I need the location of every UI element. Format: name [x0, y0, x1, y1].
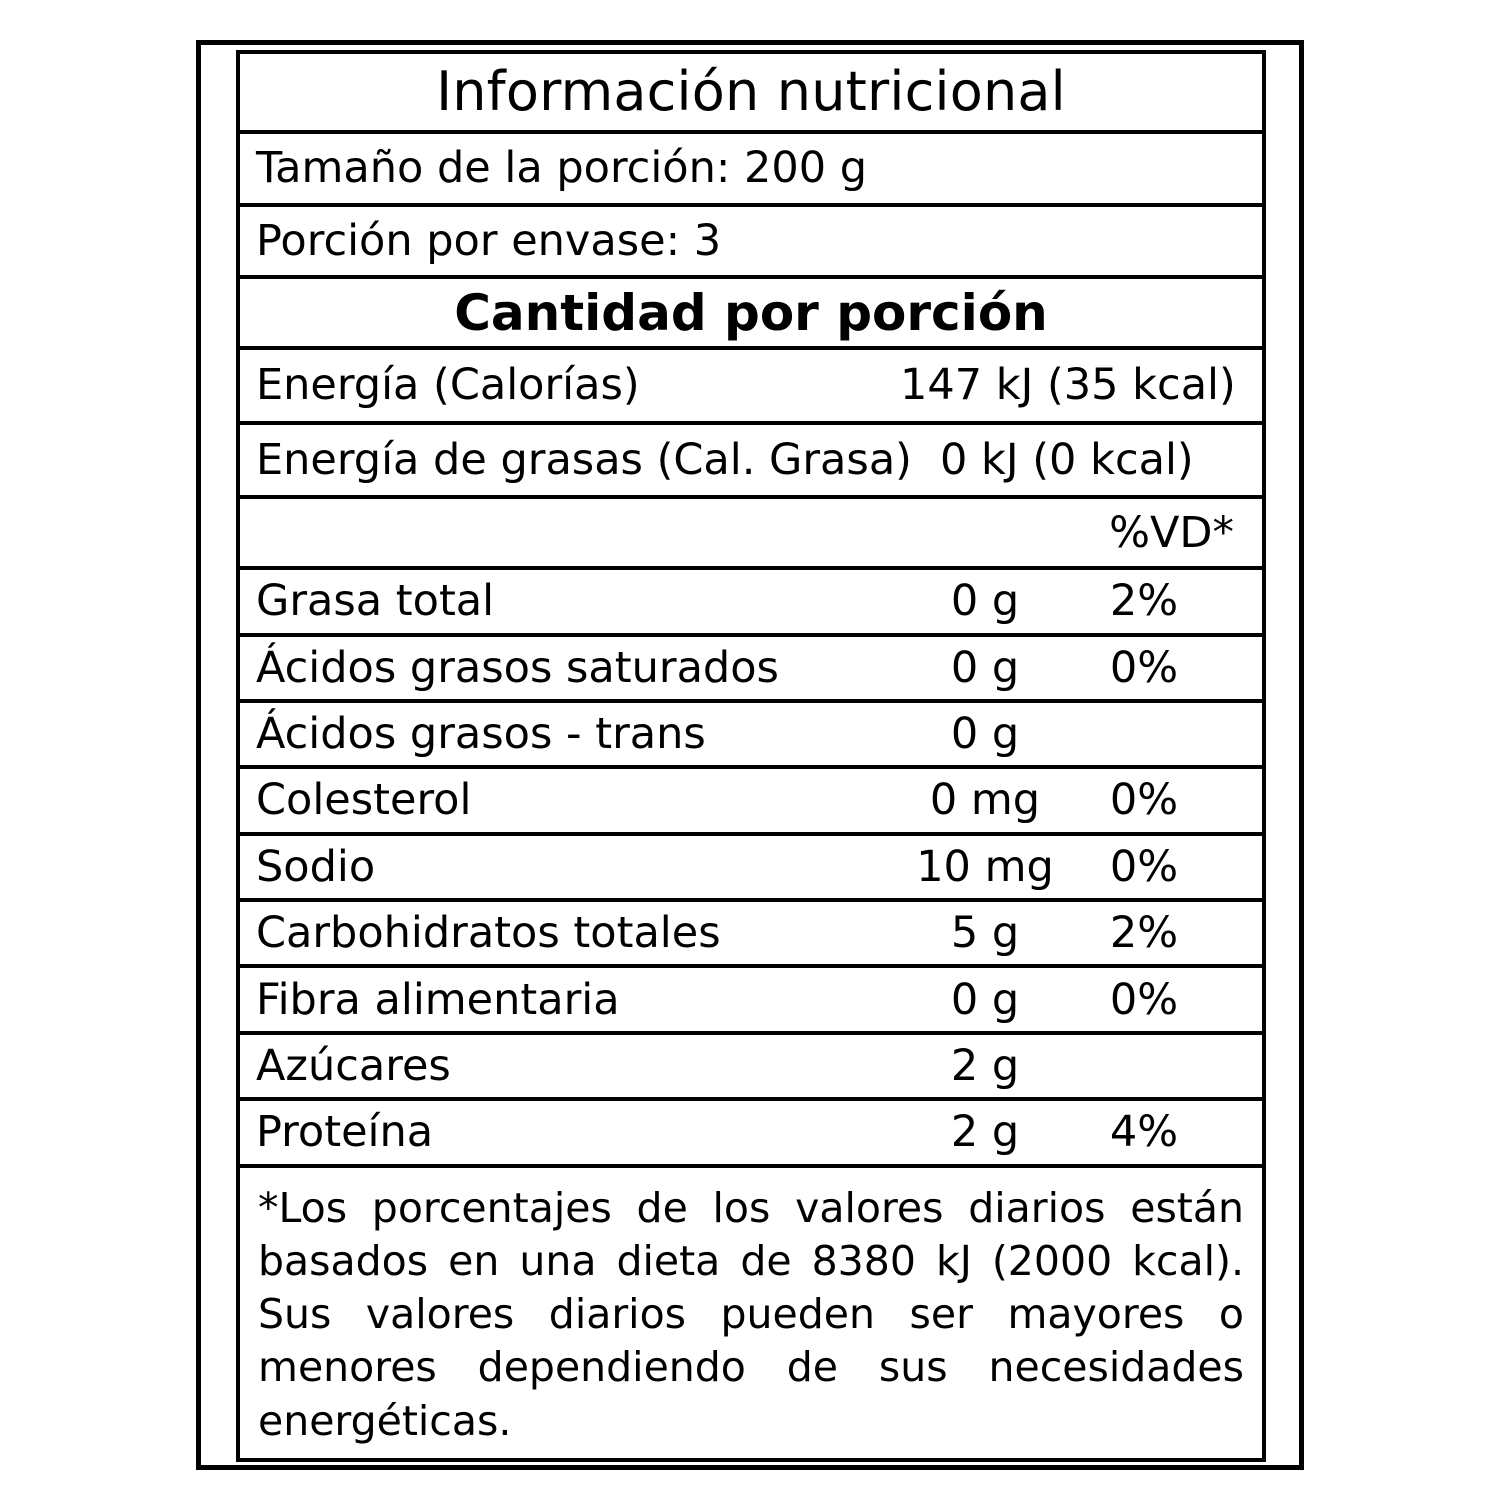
daily-value-footnote: *Los porcentajes de los valores diarios están basados en una dieta de 8380 kJ (2000 kcal). Sus valores diarios pueden ser mayores o menores dependiendo de sus necesidades energéticas. [258, 1183, 1244, 1445]
nutrient-name: Fibra alimentaria [256, 974, 620, 1025]
nutrient-name: Azúcares [256, 1040, 451, 1091]
nutrient-row-carbohidratos-totales [240, 902, 1262, 968]
nutrient-amount: 0 g [950, 642, 1020, 693]
servings-per-container-row: Porción por envase: 3 [240, 207, 1262, 280]
energy-from-fat-label: Energía de grasas (Cal. Grasa) [256, 435, 912, 485]
nutrient-amount: 0 g [950, 974, 1020, 1025]
nutrient-amount: 2 g [950, 1040, 1020, 1091]
energy-row [240, 350, 1262, 425]
nutrient-row-proteina [240, 1101, 1262, 1167]
nutrient-row-acidos-grasos-trans [240, 703, 1262, 769]
nutrient-name: Ácidos grasos saturados [256, 642, 779, 693]
energy-from-fat-row [240, 425, 1262, 500]
daily-value-header-row: %VD* [240, 499, 1262, 570]
nutrient-daily-value: 2% [1109, 576, 1179, 627]
energy-label: Energía (Calorías) [256, 360, 640, 411]
nutrient-amount: 10 mg [916, 841, 1054, 892]
nutrient-daily-value: 0% [1109, 642, 1179, 693]
nutrient-amount: 0 g [950, 709, 1020, 760]
nutrient-daily-value: 0% [1109, 775, 1179, 826]
nutrient-row-azucares [240, 1035, 1262, 1101]
nutrient-name: Sodio [256, 841, 376, 892]
panel-title: Información nutricional [240, 54, 1262, 134]
nutrient-row-colesterol [240, 769, 1262, 835]
nutrient-name: Grasa total [256, 576, 495, 627]
nutrient-amount: 5 g [950, 908, 1020, 959]
nutrient-daily-value: 0% [1109, 974, 1179, 1025]
serving-size-row: Tamaño de la porción: 200 g [240, 134, 1262, 207]
nutrient-name: Carbohidratos totales [256, 908, 721, 959]
nutrient-row-grasa-total [240, 570, 1262, 636]
nutrient-amount: 0 mg [929, 775, 1041, 826]
nutrient-row-acidos-grasos-saturados [240, 637, 1262, 703]
nutrient-name: Ácidos grasos - trans [256, 709, 706, 760]
nutrient-daily-value: 0% [1109, 841, 1179, 892]
nutrition-facts-panel [236, 50, 1266, 1462]
nutrient-amount: 2 g [950, 1107, 1020, 1158]
energy-from-fat-value: 0 kJ (0 kcal) [940, 435, 1194, 485]
nutrient-amount: 0 g [950, 576, 1020, 627]
nutrient-daily-value: 4% [1109, 1107, 1179, 1158]
nutrient-daily-value: 2% [1109, 908, 1179, 959]
energy-value: 147 kJ (35 kcal) [900, 360, 1236, 411]
nutrient-name: Colesterol [256, 775, 472, 826]
nutrient-name: Proteína [256, 1107, 434, 1158]
nutrient-row-fibra-alimentaria [240, 968, 1262, 1034]
nutrient-row-sodio [240, 836, 1262, 902]
amount-per-serving-header: Cantidad por porción [240, 279, 1262, 350]
